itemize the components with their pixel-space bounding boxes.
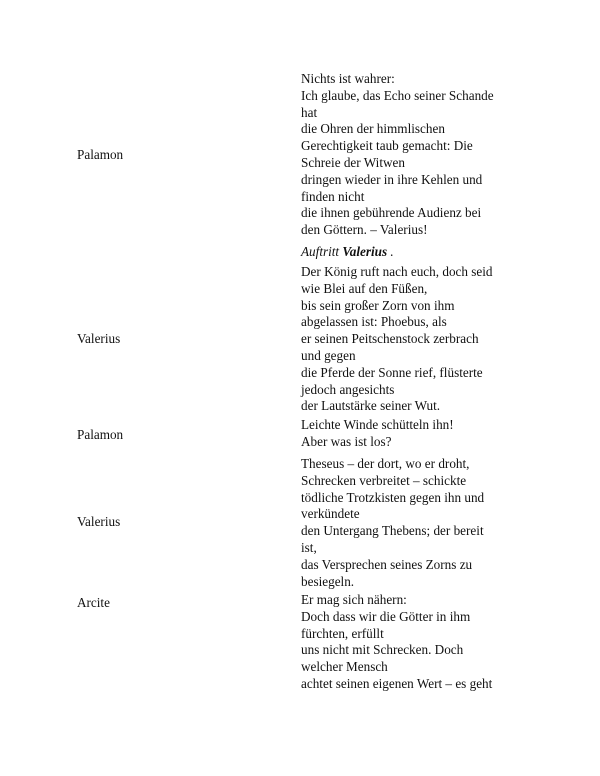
speech-line: dringen wieder in ihre Kehlen und [301,171,483,187]
speech-line: finden nicht [301,188,365,204]
speech-line: wie Blei auf den Füßen, [301,280,428,296]
stage-direction-character: Valerius [342,244,388,259]
speech-line: welcher Mensch [301,659,388,675]
speech-line: Theseus – der dort, wo er droht, [301,456,470,471]
speech-line: die Pferde der Sonne rief, flüsterte [301,364,483,380]
speech-lines [301,417,531,451]
speech-line: Ich glaube, das Echo seiner Schande [301,87,494,103]
speech-line: die Ohren der himmlischen [301,121,445,137]
speech-line: er seinen Peitschenstock zerbrach [301,331,479,347]
speech-line: Er mag sich nähern: [301,592,407,607]
speech-line: Leichte Winde schütteln ihn! [301,417,454,432]
speech-line: Gerechtigkeit taub gemacht: Die [301,138,473,154]
speech-line: besiegeln. [301,573,355,589]
speaker-name: Palamon [77,147,124,162]
speech-line: die ihnen gebührende Audienz bei [301,205,482,221]
stage-direction-suffix: . [387,244,394,259]
speaker-name: Valerius [77,331,121,346]
stage-direction [301,244,394,261]
speech-line: tödliche Trotzkisten gegen ihn und [301,489,485,505]
speech-line: Schrecken verbreitet – schickte [301,472,467,488]
speech-line: verkündete [301,506,360,522]
speech-line: den Untergang Thebens; der bereit [301,523,484,539]
speech-line: Nichts ist wahrer: [301,71,395,86]
speech-line: den Göttern. – Valerius! [301,222,428,238]
speech-line: Aber was ist los? [301,433,392,449]
speech-line: bis sein großer Zorn von ihm [301,297,455,313]
speaker-name: Palamon [77,427,124,442]
speaker-name: Valerius [77,514,121,529]
speech-line: das Versprechen seines Zorns zu [301,556,473,572]
speech-lines [301,71,531,239]
speech-lines [301,264,531,415]
speech-line: hat [301,104,318,120]
speech-line: fürchten, erfüllt [301,625,384,641]
speech-lines [301,456,531,590]
speech-lines [301,592,531,693]
speech-line: Schreie der Witwen [301,154,405,170]
speech-line: ist, [301,539,317,555]
speech-line: uns nicht mit Schrecken. Doch [301,642,464,658]
speech-line: Der König ruft nach euch, doch seid [301,264,493,279]
speech-line: abgelassen ist: Phoebus, als [301,314,447,330]
speech-line: jedoch angesichts [301,381,395,397]
stage-direction-prefix: Auftritt [301,244,343,259]
speech-line: Doch dass wir die Götter in ihm [301,608,471,624]
speech-line: und gegen [301,347,356,363]
speaker-name: Arcite [77,595,110,610]
speech-line: der Lautstärke seiner Wut. [301,398,441,414]
speech-line: achtet seinen eigenen Wert – es geht [301,675,493,691]
